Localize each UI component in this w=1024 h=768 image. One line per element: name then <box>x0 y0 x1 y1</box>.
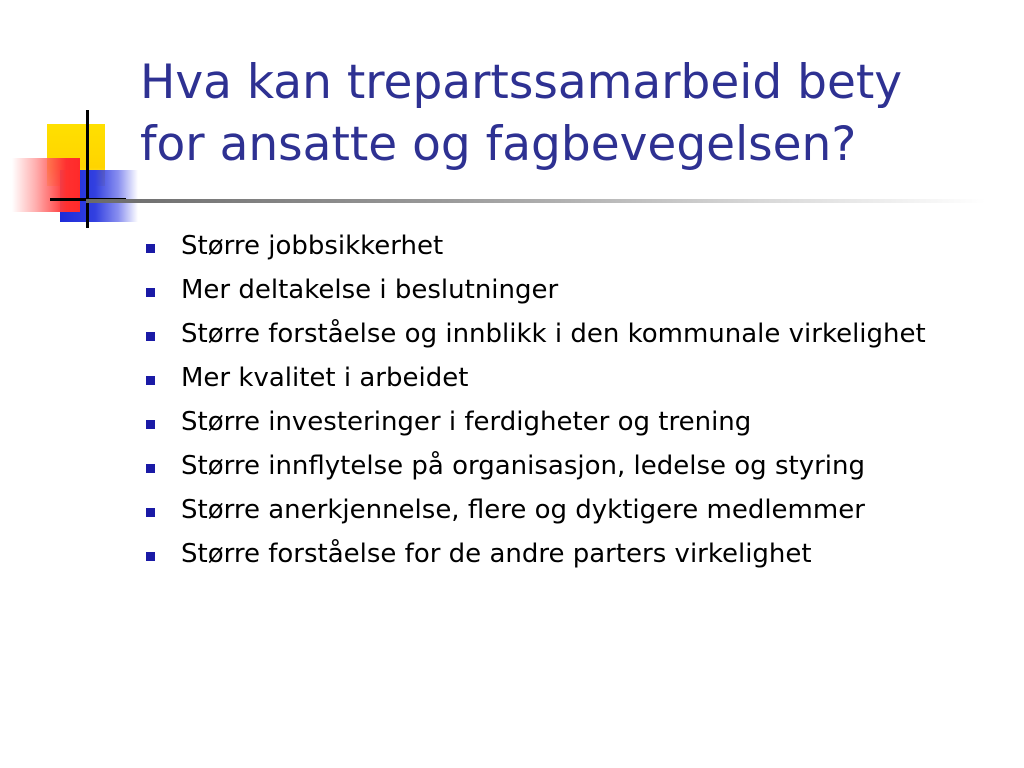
bullet-list <box>143 228 1003 580</box>
slide-title <box>140 52 1000 176</box>
bullet-text: Større investeringer i ferdigheter og trening <box>181 407 752 437</box>
square-bullet-icon <box>146 244 155 253</box>
vertical-line-decoration <box>86 110 89 228</box>
bullet-item <box>143 536 1003 572</box>
square-bullet-icon <box>146 464 155 473</box>
title-underline-rule <box>86 199 986 203</box>
square-bullet-icon <box>146 420 155 429</box>
bullet-text: Mer deltakelse i beslutninger <box>181 275 559 305</box>
red-square-decoration <box>12 158 80 212</box>
bullet-item <box>143 316 1003 352</box>
bullet-item <box>143 404 1003 440</box>
square-bullet-icon <box>146 376 155 385</box>
bullet-text: Mer kvalitet i arbeidet <box>181 363 469 393</box>
bullet-text: Større jobbsikkerhet <box>181 231 444 261</box>
bullet-text: Større anerkjennelse, flere og dyktigere medlemmer <box>181 495 865 525</box>
bullet-text: Større forståelse for de andre parters virkelighet <box>181 539 812 569</box>
bullet-item <box>143 360 1003 396</box>
square-bullet-icon <box>146 332 155 341</box>
bullet-text: Større innflytelse på organisasjon, ledelse og styring <box>181 451 865 481</box>
square-bullet-icon <box>146 508 155 517</box>
bullet-item <box>143 492 1003 528</box>
bullet-item <box>143 228 1003 264</box>
bullet-item <box>143 272 1003 308</box>
title-line-2: for ansatte og fagbevegelsen? <box>140 117 857 172</box>
square-bullet-icon <box>146 288 155 297</box>
bullet-item <box>143 448 1003 484</box>
square-bullet-icon <box>146 552 155 561</box>
title-line-1: Hva kan trepartssamarbeid bety <box>140 55 903 110</box>
bullet-text: Større forståelse og innblikk i den kommunale virkelighet <box>181 319 926 349</box>
